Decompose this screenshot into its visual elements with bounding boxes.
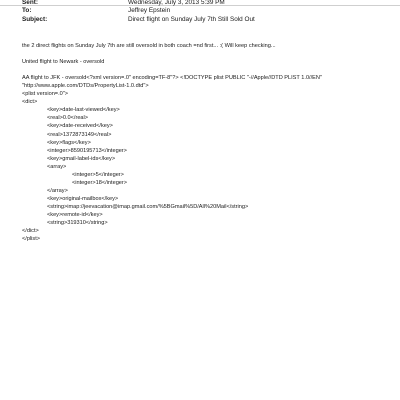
aa-line-1: AA flight to JFK - oversold<?xml version=.0" encoding=TF-8"?> <!DOCTYPE plist PUBLIC "-//Apple//DTD PLIST 1.0//EN" bbox=[22, 75, 322, 82]
email-body bbox=[22, 42, 382, 243]
sent-label: Sent: bbox=[22, 0, 38, 6]
blank-line bbox=[22, 66, 382, 74]
aa-line-2: "http://www.apple.com/DTDs/PropertyList-1.0.dtd"> bbox=[22, 83, 149, 90]
plist-open: <plist version=.0"> bbox=[22, 91, 68, 98]
body-paragraph-1: the 2 direct flights on Sunday July 7th are still oversold in both coach =nd first... :( Will keep checking... bbox=[22, 43, 276, 49]
key-date-last-viewed: <key>date-last-viewed</key> bbox=[47, 107, 120, 114]
sent-value: Wednesday, July 3, 2013 5:39 PM bbox=[128, 0, 225, 6]
dict-open: <dict> bbox=[22, 99, 38, 106]
array-close: </array> bbox=[47, 187, 68, 194]
to-value: Jeffrey Epstein bbox=[128, 7, 171, 14]
key-original-mailbox: <key>original-mailbox</key> bbox=[47, 195, 119, 202]
body-paragraph-2: United flight to Newark - oversold bbox=[22, 59, 105, 66]
string-remote-id: <string>319310</string> bbox=[47, 220, 108, 227]
email-header bbox=[0, 0, 400, 6]
integer-18: <integer>18</integer> bbox=[72, 179, 128, 186]
blank-line bbox=[22, 50, 382, 58]
integer-flags: <integer>8590195713</integer> bbox=[47, 147, 127, 154]
plist-close: </plist> bbox=[22, 236, 41, 243]
string-mailbox: <string>imap://jeevacation@imap.gmail.com/%5BGmail%5D/All%20Mail</string> bbox=[47, 203, 249, 210]
to-label: To: bbox=[22, 7, 32, 14]
integer-5: <integer>5</integer> bbox=[72, 171, 124, 178]
subject-value: Direct flight on Sunday July 7th Still Sold Out bbox=[128, 15, 255, 23]
real-last-viewed: <real>0.0</real> bbox=[47, 115, 89, 122]
key-remote-id: <key>remote-id</key> bbox=[47, 211, 103, 218]
key-flags: <key>flags</key> bbox=[47, 139, 91, 146]
key-date-received: <key>date-received</key> bbox=[47, 123, 113, 130]
array-open: <array> bbox=[47, 163, 67, 170]
key-gmail-label-ids: <key>gmail-label-ids</key> bbox=[47, 155, 116, 162]
real-received: <real>1372873149</real> bbox=[47, 131, 112, 138]
subject-label: Subject: bbox=[22, 15, 48, 23]
dict-close: </dict> bbox=[22, 228, 39, 235]
